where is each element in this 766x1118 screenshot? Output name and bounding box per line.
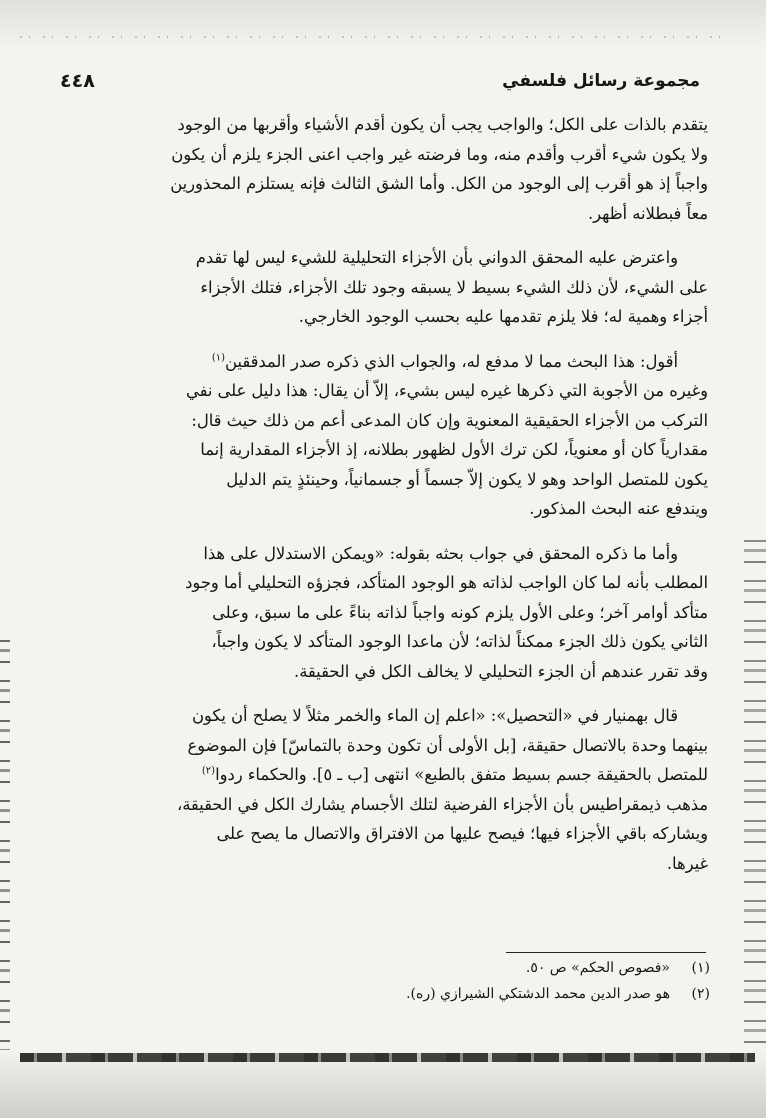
text-line — [56, 760, 708, 790]
footnote-ref-1[interactable]: (١) — [211, 352, 226, 364]
footnote-number: (١) — [691, 960, 710, 976]
text-line: متأكد أوامر آخر؛ وعلى الأول يلزم كونه واجباً لذاته بناءً على ما سبق، وعلى — [212, 602, 708, 622]
paragraph-1 — [56, 110, 708, 228]
text-line: الثاني يكون ذلك الجزء ممكناً لذاته؛ لأن ماعدا الوجود المتأكد لا يكون واجباً، — [211, 632, 708, 651]
scan-top-edge — [0, 0, 766, 50]
text-line: أجزاء وهمية له؛ فلا يلزم تقدمها عليه بحسب الوجود الخارجي. — [298, 307, 708, 326]
page-number: ٤٤٨ — [60, 70, 95, 92]
paragraph-2 — [56, 243, 708, 332]
text-line: واعترض عليه المحقق الدواني بأن الأجزاء التحليلية للشيء ليس لها تقدم — [195, 248, 678, 267]
text-line: قال بهمنيار في «التحصيل»: «اعلم إن الماء والخمر مثلاً لا يصلح أن يكون — [191, 706, 678, 725]
text-line: مذهب ذيمقراطيس بأن الأجزاء الفرضية لتلك الأجسام يشارك الكل في الحقيقة، — [176, 794, 708, 814]
footnote-2 — [300, 986, 710, 1012]
text-line: واجباً إذ هو أقرب إلى الوجود من الكل. وأما الشق الثالث فإنه يستلزم المحذورين — [170, 174, 708, 193]
text-line-content: أقول: هذا البحث مما لا مدفع له، والجواب الذي ذكره صدر المدققين — [225, 351, 678, 371]
text-line-content: للمتصل بالحقيقة جسم بسيط متفق بالطبع» انتهى [ب ـ ٥]. والحكماء ردوا — [215, 765, 708, 784]
text-line: التركب من الأجزاء الحقيقية المعنوية وإن كان المدعى أعم من ذلك حيث قال: — [191, 410, 708, 430]
text-line: مقدارياً كان أو معنوياً، لكن ترك الأول لظهور بطلانه، إذ الأجزاء المقدارية إنما — [200, 440, 708, 459]
text-line: معاً فبطلانه أظهر. — [587, 203, 708, 223]
text-line: يكون للمتصل الواحد وهو لا يكون إلاّ جسماً أو جسمانياً، وحينئذٍ يتم الدليل — [226, 469, 708, 489]
scan-left-edge — [0, 640, 10, 1100]
text-line: وغيره من الأجوبة التي ذكرها غيره ليس بشيء، إلاّ أن يقال: هذا دليل على نفي — [186, 381, 708, 400]
text-line: يتقدم بالذات على الكل؛ والواجب يجب أن يكون أقدم الأشياء وأقربها من الوجود — [177, 115, 708, 134]
text-line — [56, 347, 708, 377]
page-header — [60, 66, 700, 96]
text-line: ويشاركه باقي الأجزاء فيها؛ فيصح عليها من الافتراق والاتصال ما يصح على — [216, 824, 708, 843]
footnote-ref-2[interactable]: (٢) — [201, 765, 216, 777]
footnote-text: «فصوص الحكم» ص ٥٠. — [525, 960, 670, 976]
text-line: وأما ما ذكره المحقق في جواب بحثه بقوله: «ويمكن الاستدلال على هذا — [203, 543, 678, 563]
text-line: غيرها. — [666, 853, 708, 873]
footnote-separator — [506, 952, 706, 953]
text-line: المطلب بأنه لما كان الواجب لذاته هو الوجود المتأكد، فجزؤه التحليلي أما وجود — [185, 573, 708, 592]
running-title: مجموعة رسائل فلسفي — [502, 71, 700, 91]
text-line: ويندفع عنه البحث المذكور. — [529, 499, 708, 518]
text-line: ولا يكون شيء أقرب وأقدم منه، وما فرضته غير واجب اعنى الجزء يلزم أن يكون — [171, 144, 708, 164]
paragraph-5 — [56, 701, 708, 878]
body-text — [56, 110, 708, 930]
footnote-text: هو صدر الدين محمد الدشتكي الشيرازي (ره). — [406, 986, 670, 1002]
footnote-1 — [300, 960, 710, 986]
text-line: بينهما وحدة بالاتصال حقيقة، [بل الأولى أن تكون وحدة بالتماسّ] فإن الموضوع — [187, 735, 708, 755]
paragraph-4 — [56, 539, 708, 687]
text-line: وقد تقرر عندهم أن الجزء التحليلي لا يخالف الكل في الحقيقة. — [294, 661, 708, 681]
footnotes — [300, 960, 710, 1012]
paragraph-3 — [56, 347, 708, 524]
scan-bottom-edge — [0, 1050, 766, 1118]
text-line: على الشيء، لأن ذلك الشيء بسيط لا يسبقه وجود تلك الأجزاء، فتلك الأجزاء — [200, 277, 708, 297]
scan-right-edge — [744, 540, 766, 1060]
footnote-number: (٢) — [691, 986, 710, 1002]
